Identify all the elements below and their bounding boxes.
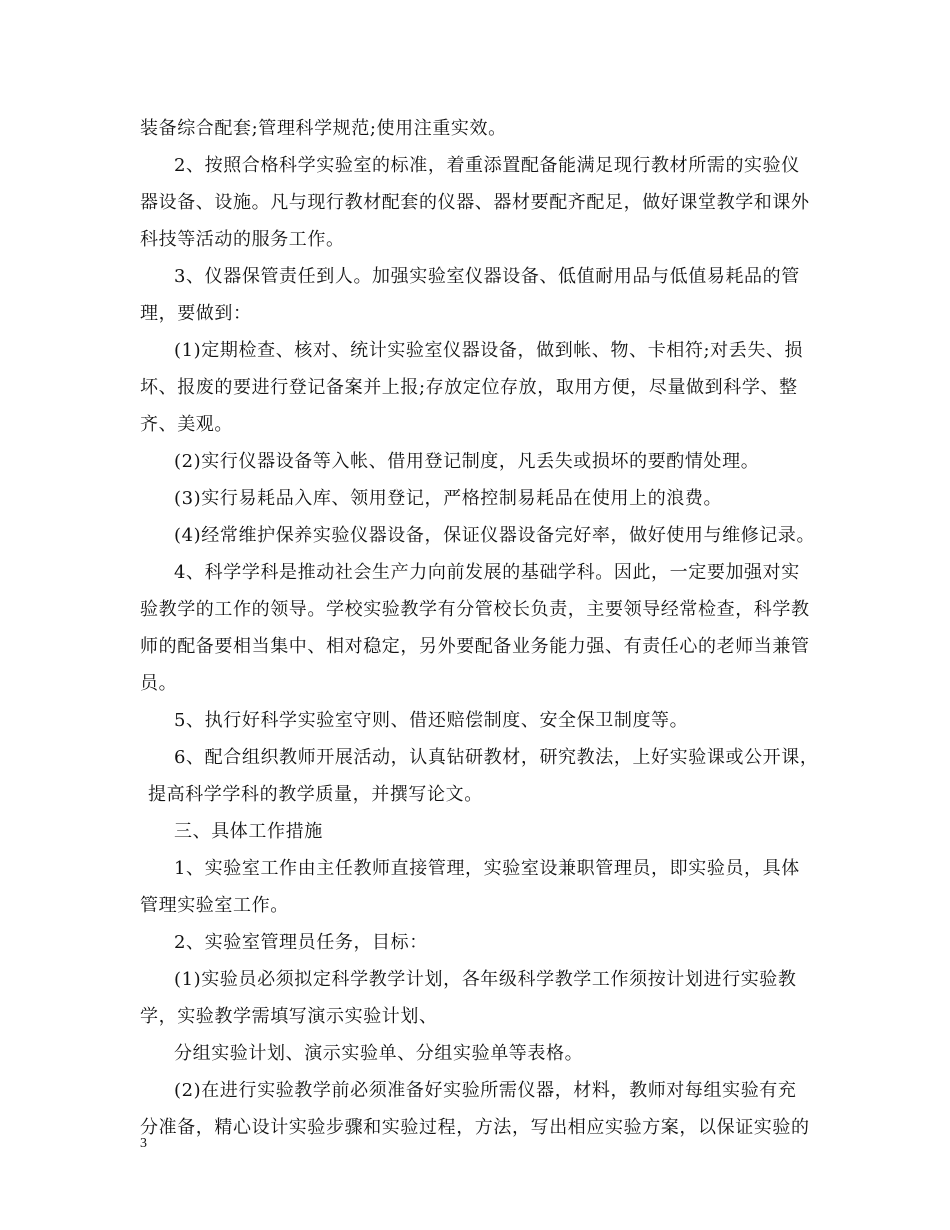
text-line: 分准备，精心设计实验步骤和实验过程，方法，写出相应实验方案，以保证实验的	[140, 1117, 810, 1138]
text-line: 分组实验计划、演示实验单、分组实验单等表格。	[174, 1043, 584, 1064]
text-line: 坏、报废的要进行登记备案并上报;存放定位存放，取用方便，尽量做到科学、整	[140, 377, 798, 398]
text-line: (4)经常维护保养实验仪器设备，保证仪器设备完好率，做好使用与维修记录。	[174, 525, 816, 546]
text-line: (3)实行易耗品入库、领用登记，严格控制易耗品在使用上的浪费。	[174, 488, 723, 509]
text-line: (2)实行仪器设备等入帐、借用登记制度，凡丢失或损坏的要酌情处理。	[174, 451, 760, 472]
text-line: 4、科学学科是推动社会生产力向前发展的基础学科。因此，一定要加强对实	[174, 562, 800, 583]
text-line: 2、按照合格科学实验室的标准，着重添置配备能满足现行教材所需的实验仪	[174, 155, 800, 176]
text-line: 3、仪器保管责任到人。加强实验室仪器设备、低值耐用品与低值易耗品的管	[174, 266, 800, 287]
text-line: 师的配备要相当集中、相对稳定，另外要配备业务能力强、有责任心的老师当兼管	[140, 636, 810, 657]
text-line: 装备综合配套;管理科学规范;使用注重实效。	[140, 118, 507, 139]
section-heading: 三、具体工作措施	[174, 821, 323, 842]
text-line: 5、执行好科学实验室守则、借还赔偿制度、安全保卫制度等。	[174, 710, 689, 731]
text-line: (1)实验员必须拟定科学教学计划，各年级科学教学工作须按计划进行实验教	[174, 969, 797, 990]
text-line: 齐、美观。	[140, 414, 233, 435]
text-line: 员。	[140, 673, 178, 694]
text-line: 1、实验室工作由主任教师直接管理，实验室设兼职管理员，即实验员，具体	[174, 858, 800, 879]
text-line: 学，实验教学需填写演示实验计划、	[140, 1006, 438, 1027]
text-line: (2)在进行实验教学前必须准备好实验所需仪器，材料，教师对每组实验有充	[174, 1080, 797, 1101]
text-line: 6、配合组织教师开展活动，认真钻研教材，研究教法，上好实验课或公开课，	[174, 747, 819, 768]
text-line: 管理实验室工作。	[140, 895, 289, 916]
text-line: (1)定期检查、核对、统计实验室仪器设备，做到帐、物、卡相符;对丢失、损	[174, 340, 804, 361]
text-line: 2、实验室管理员任务，目标：	[174, 932, 428, 953]
text-line: 科技等活动的服务工作。	[140, 229, 345, 250]
text-line: 器设备、设施。凡与现行教材配套的仪器、器材要配齐配足，做好课堂教学和课外	[140, 192, 810, 213]
page-number: 3	[140, 1136, 147, 1151]
text-line: 提高科学学科的教学质量，并撰写论文。	[148, 784, 483, 805]
text-line: 验教学的工作的领导。学校实验教学有分管校长负责，主要领导经常检查，科学教	[140, 599, 810, 620]
text-line: 理，要做到：	[140, 303, 252, 324]
